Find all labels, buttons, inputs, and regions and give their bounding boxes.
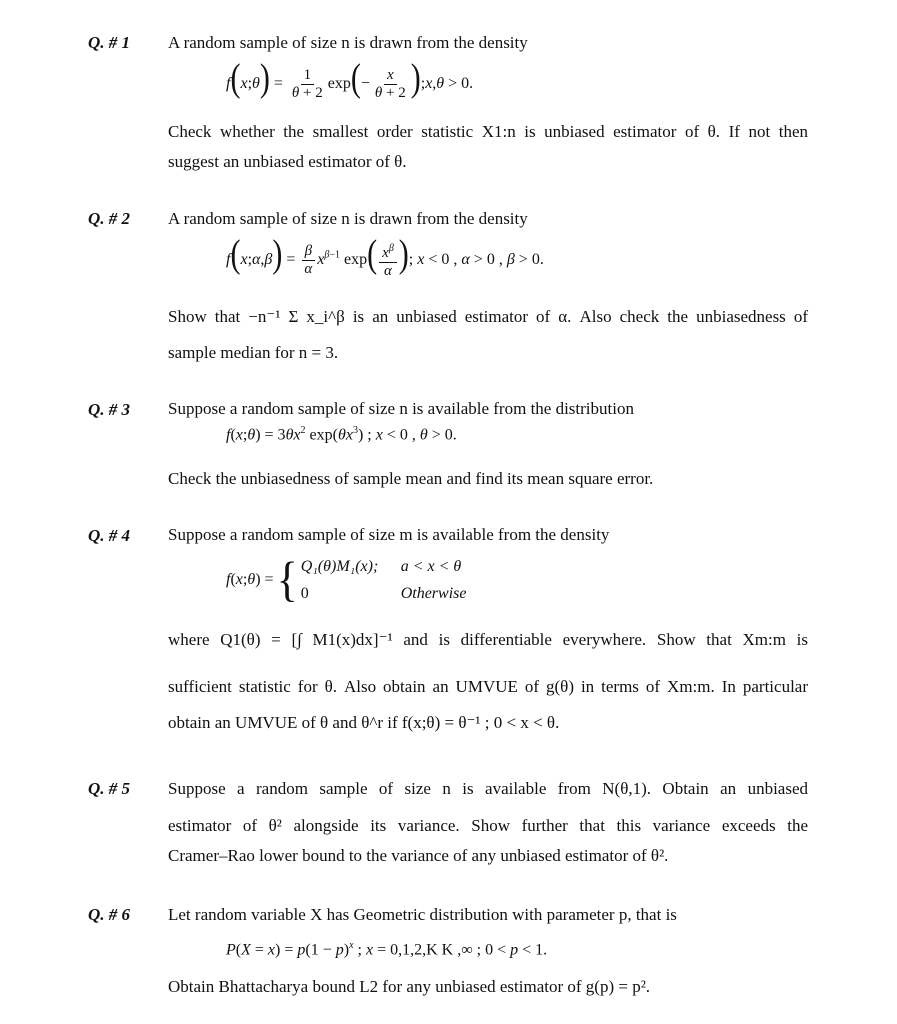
question-text: sample median for n = 3.	[168, 343, 339, 362]
case-condition: Otherwise	[400, 585, 467, 602]
question-label: Q. # 2	[88, 209, 131, 228]
question-text: Check the unbiasedness of sample mean and find its mean square error.	[168, 469, 654, 488]
question-intro: Let random variable X has Geometric distribution with parameter p, that is	[168, 905, 677, 924]
question-intro: A random sample of size n is drawn from the density	[168, 209, 528, 228]
question-intro: A random sample of size n is drawn from the density	[168, 33, 528, 52]
brace: {	[276, 552, 298, 607]
question-text: sufficient statistic for θ. Also obtain an UMVUE of g(θ) in terms of Xm:m. In particular	[168, 677, 808, 696]
question-text: estimator of θ² alongside its variance. Show further that this variance exceeds the	[168, 816, 808, 835]
question-text: Cramer–Rao lower bound to the variance of any unbiased estimator of θ².	[168, 846, 669, 865]
question-text: obtain an UMVUE of θ and θ^r if f(x;θ) = θ⁻¹ ; 0 < x < θ.	[168, 713, 560, 732]
density-equation	[226, 553, 466, 607]
question-text: Show that −n⁻¹ Σ x_i^β is an unbiased estimator of α. Also check the unbiasedness of	[168, 307, 808, 326]
pmf-equation	[226, 940, 547, 959]
question-label: Q. # 3	[88, 400, 131, 419]
question-text: Obtain Bhattacharya bound L2 for any unbiased estimator of g(p) = p².	[168, 977, 651, 996]
question-label: Q. # 1	[88, 33, 131, 52]
question-label: Q. # 4	[88, 526, 131, 545]
question-text: Suppose a random sample of size n is available from N(θ,1). Obtain an unbiased	[168, 779, 808, 798]
equation-math: $P(X = x) = p(1 - p)^x$ ; x = 0,1,2,K K ,∞ ; 0 < p < 1.	[226, 940, 548, 959]
case-expression: Q₁(θ)M₁(x);	[300, 558, 379, 575]
question-label: Q. # 6	[88, 905, 131, 924]
question-intro: Suppose a random sample of size n is available from the distribution	[168, 399, 634, 418]
equation-math: f(x;θ) = $3\theta x^2$ $\exp(\theta x^3)$ ; x < 0 , θ > 0.	[226, 425, 457, 444]
question-intro: Suppose a random sample of size m is available from the density	[168, 525, 610, 544]
equation-math: f(x;α,β) = $\frac{\beta}{\alpha}$ $x^{\beta-1}$ exp( $\frac{x^\beta}{\alpha}$ ); x < 0 , α > 0 , β > 0.	[226, 232, 544, 280]
case-condition: a < x < θ	[400, 558, 462, 575]
equation-math: f(x;θ) = $\frac{1}{\theta + 2}$ exp(− $\frac{x}{\theta + 2}$ );x,θ > 0.	[226, 56, 474, 101]
density-equation	[226, 425, 457, 444]
case-expression: 0	[300, 585, 309, 602]
piecewise-cases	[301, 553, 467, 607]
question-text: suggest an unbiased estimator of θ.	[168, 152, 407, 171]
equation-math: f(x;θ) =	[226, 571, 274, 588]
question-text: Check whether the smallest order statistic X1:n is unbiased estimator of θ. If not then	[168, 122, 808, 141]
density-equation	[226, 56, 474, 102]
question-text: where Q1(θ) = [∫ M1(x)dx]⁻¹ and is differentiable everywhere. Show that Xm:m is	[168, 630, 808, 649]
question-label: Q. # 5	[88, 779, 131, 798]
density-equation	[226, 232, 544, 280]
